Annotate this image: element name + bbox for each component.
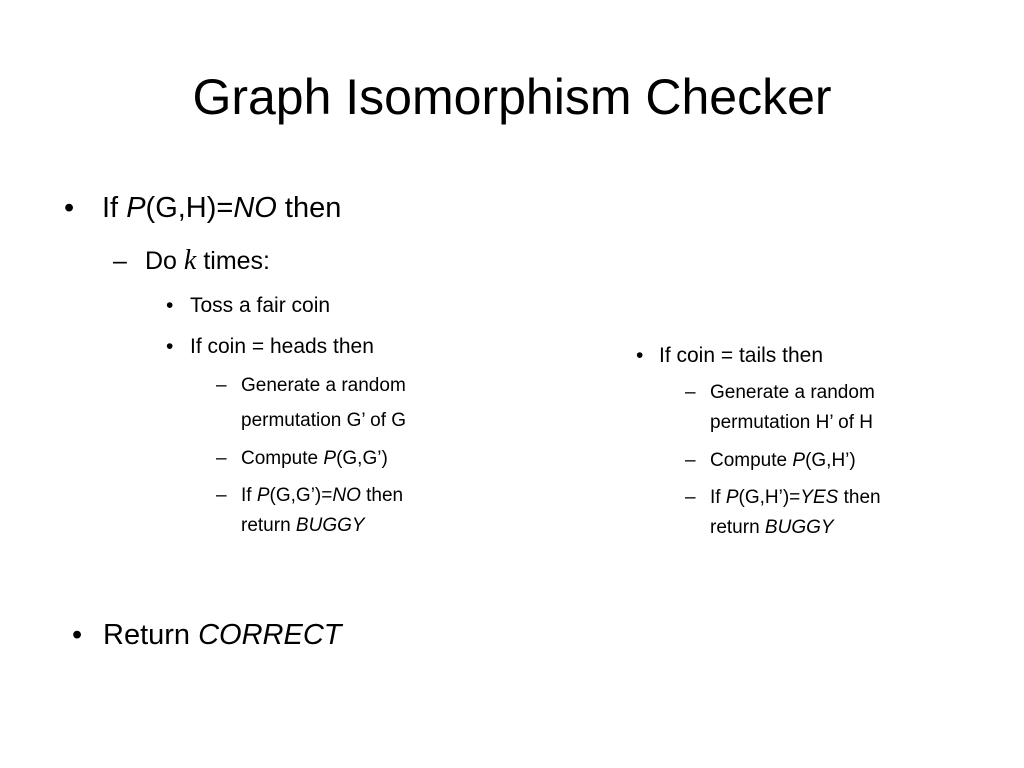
bullet-dash: – [216, 485, 227, 506]
predicate-p: P [323, 448, 337, 469]
predicate-p: P [256, 485, 270, 506]
heads-check-line2 [241, 513, 365, 539]
bullet-dot: • [166, 294, 174, 317]
return-keyword: return [241, 515, 291, 536]
compute-label: Compute [241, 448, 319, 469]
check-args: (G,H’)= [738, 487, 801, 508]
bullet-dash: – [685, 487, 696, 508]
item-return-correct [103, 617, 342, 653]
heads-generate-line1: Generate a random [241, 375, 406, 396]
tails-check-line2 [710, 515, 834, 541]
bullet-dash: – [685, 450, 696, 471]
bullet-dash: – [113, 247, 127, 275]
check-args: (G,G’)= [269, 485, 333, 506]
item-do-k-times [145, 245, 270, 277]
return-keyword: return [710, 517, 760, 538]
value-correct: CORRECT [198, 619, 342, 651]
bullet-dash: – [685, 382, 696, 403]
bullet-dot: • [636, 344, 644, 367]
compute-label: Compute [710, 450, 788, 471]
predicate-p: P [725, 487, 739, 508]
then-keyword: then [843, 487, 881, 508]
then-keyword: then [284, 192, 342, 224]
value-no: NO [332, 485, 361, 506]
tails-generate-line1: Generate a random [710, 382, 875, 403]
if-keyword: If [241, 485, 252, 506]
heads-generate-line2: permutation G’ of G [241, 410, 407, 431]
bullet-dot: • [64, 192, 75, 224]
item-if-pgh-no [102, 190, 341, 226]
variable-k: k [183, 245, 197, 276]
tails-generate-line2: permutation H’ of H [710, 412, 873, 433]
compute-args: (G,H’) [805, 450, 856, 471]
tails-compute [710, 448, 856, 474]
bullet-dot: • [72, 619, 83, 651]
item-if-tails: If coin = tails then [659, 344, 824, 367]
heads-check-line1 [241, 483, 403, 509]
if-keyword: If [710, 487, 721, 508]
heads-compute [241, 446, 388, 472]
item-toss-coin: Toss a fair coin [190, 294, 331, 317]
predicate-args: (G,H)= [145, 192, 234, 224]
predicate-p: P [792, 450, 806, 471]
value-yes: YES [800, 487, 839, 508]
then-keyword: then [366, 485, 404, 506]
value-no: NO [233, 192, 277, 224]
slide-title: Graph Isomorphism Checker [192, 69, 832, 125]
return-keyword: Return [103, 619, 191, 651]
compute-args: (G,G’) [336, 448, 388, 469]
predicate-p: P [126, 192, 146, 224]
if-keyword: If [102, 192, 119, 224]
bullet-dash: – [216, 375, 227, 396]
item-if-heads: If coin = heads then [190, 335, 374, 358]
value-buggy: BUGGY [295, 515, 365, 536]
do-keyword: Do [145, 247, 177, 275]
bullet-dash: – [216, 448, 227, 469]
tails-check-line1 [710, 485, 881, 511]
value-buggy: BUGGY [764, 517, 834, 538]
bullet-dot: • [166, 335, 174, 358]
times-keyword: times: [203, 247, 270, 275]
